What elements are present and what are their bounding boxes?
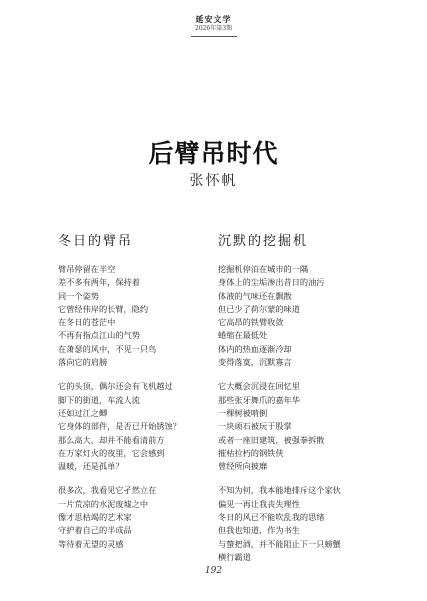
- issue-label: 2026年第3期: [194, 25, 233, 32]
- poem-line: 不知为何，我本能地排斥这个家伙: [218, 485, 341, 496]
- journal-name: 延安文学: [195, 14, 232, 24]
- poem-line: 同一个姿势: [58, 290, 99, 301]
- poem-line: 很多次，我看见它孑然立在: [58, 485, 157, 496]
- poem-line: 偏见一再让我丧失理性: [218, 498, 300, 509]
- poem-stanza: [218, 484, 393, 564]
- poem-line: 它的头顶，偶尔还会有飞机越过: [58, 381, 173, 392]
- poem-line: 像才思枯竭的艺术家: [58, 512, 132, 523]
- article-title: 后臂吊时代: [148, 139, 279, 168]
- poem-line: 脚下的街道，车流人流: [58, 394, 140, 405]
- poem-line: 守护着自己的半成品: [58, 525, 132, 536]
- poem-line: 在万家灯火的夜里，它会感到: [58, 447, 165, 458]
- poem-line: 体液的气味还在飘散: [218, 290, 292, 301]
- article-author: 张怀帆: [189, 173, 238, 189]
- poem-silent-excavator: [218, 234, 393, 575]
- poem-line: 但已少了荷尔蒙的味道: [218, 303, 300, 314]
- page-number: 192: [204, 566, 223, 576]
- poem-stanza: [58, 380, 233, 473]
- masthead: [0, 14, 427, 37]
- poem-line: 在萧瑟的风中，不见一只鸟: [58, 343, 157, 354]
- poem-line: 但我也知道，作为书生: [218, 525, 300, 536]
- poem-line: 等待着无望的灵感: [58, 538, 124, 549]
- poem-line: 一棵树被啃倒: [218, 407, 268, 418]
- poem-stanza: [218, 380, 393, 473]
- poem-line: 与螫把酒，并不能阻止下一只螃蟹: [218, 538, 341, 549]
- masthead-rule: [191, 36, 237, 37]
- poem-line: 臂吊停留在半空: [58, 264, 116, 274]
- poem-line: 在冬日的苍茫中: [58, 317, 116, 328]
- poem-line: 变得落寞，沉默寡言: [218, 357, 292, 368]
- poem-line: 温暖，还是孤单？: [58, 461, 124, 472]
- poem-line: 曾经所向披靡: [218, 461, 268, 472]
- poem-line: 摧枯拉朽的钢铁侠: [218, 447, 284, 458]
- poem-line: 那些张牙舞爪的嘉年华: [218, 394, 300, 405]
- poem-stanza: [218, 263, 393, 369]
- poem-line: 体内的热血逐渐冷却: [218, 343, 292, 354]
- poem-line: 那么高大，却并不能看清前方: [58, 434, 165, 445]
- poem-line: 冬日的风已不能吹乱我的思绪: [218, 512, 325, 523]
- poem-winter-crane: [58, 234, 233, 562]
- poem-line: 挖掘机停泊在城市的一隅: [218, 264, 309, 274]
- poem-line: 落向它的肩膀: [58, 357, 108, 368]
- poem-line: 身体上的尘垢渗出昔日的油污: [218, 277, 325, 288]
- poem-stanza: [58, 263, 233, 369]
- poem-line: 蜷缩在最低处: [218, 330, 268, 341]
- poem-line: 差不多有两年，保持着: [58, 277, 140, 288]
- poem-line: 它身体的部件，是否已开始锈蚀？: [58, 421, 181, 432]
- poem-line: 或者一座旧建筑，被强拳拆散: [218, 434, 325, 445]
- poem-line: 一片荒凉的水泥废墟之中: [58, 498, 149, 509]
- poem-line: 不再有指点江山的气势: [58, 330, 140, 341]
- poem-line: 横行霸道: [218, 551, 251, 562]
- poem-line: 还如过江之鲫: [58, 407, 108, 418]
- poem-line: 它曾经伟岸的长臂，隐约: [58, 303, 149, 314]
- poem-title: 冬日的臂吊: [58, 234, 134, 249]
- poem-line: 一块顽石被玩于股掌: [218, 421, 292, 432]
- poem-title: 沉默的挖掘机: [218, 234, 309, 249]
- poem-line: 它大概会沉浸在回忆里: [218, 381, 300, 392]
- poem-line: 它高昂的铁臂收敛: [218, 317, 284, 328]
- poem-stanza: [58, 484, 233, 550]
